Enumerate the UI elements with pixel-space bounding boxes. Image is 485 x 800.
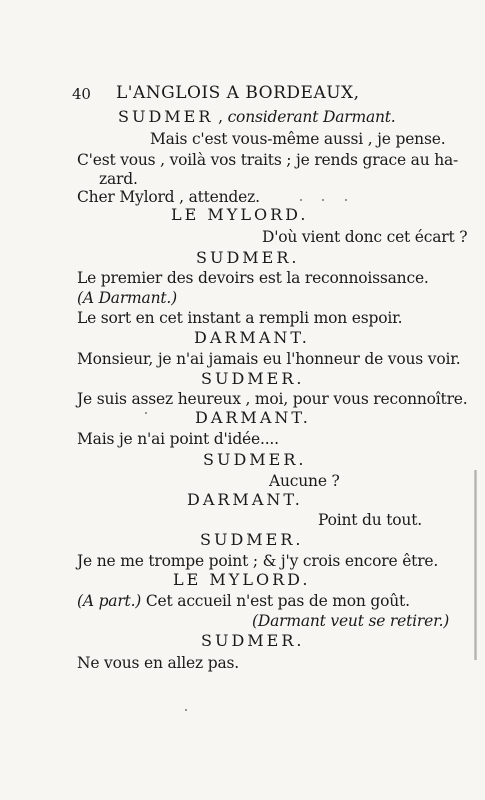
verse-line: Je suis assez heureux , moi, pour vous reconnoître.: [77, 390, 468, 408]
verse-text: Cet accueil n'est pas de mon goût.: [145, 592, 410, 610]
ink-speck: [322, 199, 324, 201]
speaker-name: SUDMER.: [201, 631, 305, 650]
speaker-name: SUDMER.: [200, 530, 304, 549]
speaker-name: DARMANT.: [187, 490, 303, 509]
speaker-name: SUDMER: [118, 107, 214, 126]
stage-direction: considerant Darmant.: [227, 108, 396, 126]
verse-line: Cher Mylord , attendez.: [77, 188, 260, 206]
verse-line: Je ne me trompe point ; & j'y crois encore être.: [77, 552, 439, 570]
page-edge-shadow: [474, 470, 477, 660]
verse-line: Point du tout.: [318, 511, 422, 529]
stage-direction: (A part.): [77, 592, 142, 610]
speaker-name: LE MYLORD.: [173, 570, 311, 589]
ink-speck: [300, 199, 302, 201]
stage-direction: (A Darmant.): [77, 289, 177, 307]
speaker-heading-with-direction: SUDMER , considerant Darmant.: [118, 107, 396, 126]
verse-line: Aucune ?: [269, 472, 340, 490]
speaker-name: DARMANT.: [195, 408, 311, 427]
verse-line: Monsieur, je n'ai jamais eu l'honneur de vous voir.: [77, 350, 461, 368]
page-number: 40: [72, 85, 91, 103]
speaker-name: SUDMER.: [201, 369, 305, 388]
verse-line-with-direction: [77, 591, 410, 611]
stage-direction: (Darmant veut se retirer.): [252, 612, 450, 630]
verse-line: Le sort en cet instant a rempli mon espoir.: [77, 309, 403, 327]
verse-line: C'est vous , voilà vos traits ; je rends grace au ha-: [77, 151, 459, 169]
running-head: L'ANGLOIS A BORDEAUX,: [116, 83, 360, 103]
speaker-name: DARMANT.: [194, 328, 310, 347]
ink-speck: [345, 199, 347, 201]
verse-line: Mais je n'ai point d'idée....: [77, 430, 279, 448]
speaker-name: LE MYLORD.: [171, 205, 309, 224]
verse-line: Ne vous en allez pas.: [77, 654, 239, 672]
verse-line: Mais c'est vous-même aussi , je pense.: [150, 130, 446, 148]
verse-line: Le premier des devoirs est la reconnoissance.: [77, 269, 429, 287]
verse-line: D'où vient donc cet écart ?: [262, 228, 468, 246]
ink-speck: [185, 709, 187, 711]
verse-line: zard.: [99, 170, 138, 188]
speaker-name: SUDMER.: [196, 248, 300, 267]
ink-speck: [145, 412, 147, 414]
speaker-name: SUDMER.: [203, 450, 307, 469]
